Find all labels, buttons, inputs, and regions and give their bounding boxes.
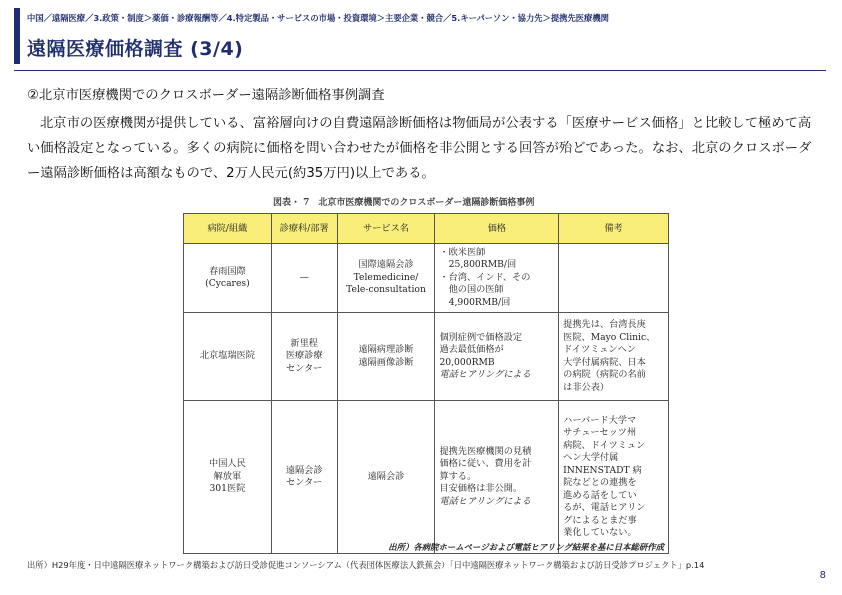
cell-department-line: — <box>299 271 309 283</box>
cell-department-line: 医療診療 <box>285 350 323 362</box>
column-header-hospital: 病院/組織 <box>184 214 272 244</box>
cell-price-line: 25,800RMB/回 <box>439 259 517 271</box>
cell-price-line: 算する。 <box>439 470 477 482</box>
cell-department-line: センター <box>285 362 323 374</box>
table-row <box>184 313 669 401</box>
column-header-department: 診療科/部署 <box>271 214 337 244</box>
table-row <box>184 244 669 313</box>
cell-price-line: ・欧米医師 <box>439 246 486 258</box>
breadcrumb: 中国／遠隔医療／3.政策・制度＞薬価・診療報酬等／4.特定製品・サービスの市場・投資環境＞主要企業・競合／5.キーパーソン・協力先＞提携先医療機関 <box>27 13 609 23</box>
cell-notes <box>559 244 669 313</box>
title-accent-bar <box>14 8 20 64</box>
cell-service-line: 国際遠隔会診 <box>358 259 414 271</box>
cell-service-line: 遠隔病理診断 <box>358 344 414 355</box>
column-header-price: 価格 <box>435 214 559 244</box>
figure-caption: 図表・ 7 北京市医療機関でのクロスボーダー遠隔診断価格事例 <box>273 198 535 208</box>
cell-hospital <box>184 313 272 401</box>
cell-notes-line: ヘン大学付属 <box>563 452 619 463</box>
cell-price-note: 電話ヒアリングによる <box>439 369 531 380</box>
cell-service <box>337 313 435 401</box>
price-table-figure <box>177 193 674 551</box>
body-paragraph: 北京市の医療機関が提供している、富裕層向けの自費遠隔診断価格は物価局が公表する「医療サービス価格」と比較して極めて高い価格設定となっている。多くの病院に価格を問い合わせたが価格を非公開とする回答が殆どであった。なお、北京のクロスボーダー遠隔診断価格は高額なもので、2万人民元(約35万円)以上である。 <box>27 116 812 181</box>
footer-source: 出所）H29年度・日中遠隔医療ネットワーク構築および訪日受診促進コンソーシアム（代表団体医療法人鉄蕉会）「日中遠隔医療ネットワーク構築および訪日受診プロジェクト」p.14 <box>27 560 705 570</box>
cell-price <box>435 401 559 554</box>
cell-department-line: センター <box>285 477 323 488</box>
cell-notes <box>559 401 669 554</box>
cell-notes-line: 進める話をしてい <box>563 489 637 501</box>
cell-notes-line: 医院、Mayo Clinic、 <box>563 331 656 343</box>
cell-hospital-line: 春雨国際 <box>209 265 246 277</box>
cell-hospital-line: 解放軍 <box>213 470 242 482</box>
cell-notes-line: の病院（病院の名前 <box>563 369 646 380</box>
column-header-service: サービス名 <box>337 214 435 244</box>
cell-notes-line: INNENSTADT 病 <box>563 464 642 476</box>
title-divider <box>14 70 826 71</box>
cell-price-line: 目安価格は非公開。 <box>439 483 523 495</box>
cell-service-line: 遠隔画像診断 <box>358 356 414 368</box>
cell-hospital-line: 北京塩瑞医院 <box>199 350 255 362</box>
cell-price-line: 提携先医療機関の見積 <box>439 445 532 457</box>
cell-department <box>271 244 337 313</box>
table-header-row <box>184 214 669 244</box>
cell-price-line: 20,000RMB <box>439 356 495 368</box>
cell-price-line: 他の国の医師 <box>439 284 504 296</box>
cell-department-line: 新里程 <box>290 337 318 349</box>
cell-notes-line: 業化していない。 <box>563 527 637 538</box>
cell-price-line: 個別症例で価格設定 <box>439 331 523 343</box>
cell-service <box>337 401 435 554</box>
cell-price-line: 価格に従い、費用を計 <box>439 458 532 470</box>
cell-notes-line: 大学付属病院、日本 <box>563 356 646 368</box>
table-row <box>184 401 669 554</box>
section-heading: ②北京市医療機関でのクロスボーダー遠隔診断価格事例調査 <box>27 88 385 103</box>
cell-service-line: 遠隔会診 <box>367 470 405 482</box>
cell-hospital <box>184 401 272 554</box>
cell-notes-line: 提携先は、台湾長庚 <box>563 319 646 330</box>
cell-price <box>435 313 559 401</box>
page-number: 8 <box>819 570 826 581</box>
cell-price-line: ・台湾、インド、その <box>439 271 531 283</box>
cell-department <box>271 401 337 554</box>
cell-hospital-line: 301医院 <box>209 483 246 495</box>
cell-notes <box>559 313 669 401</box>
cell-notes-line: グによるとまだ事 <box>563 514 637 526</box>
cell-service-line: Telemedicine/ <box>353 271 419 283</box>
cell-notes-line: るが、電話ヒアリン <box>563 502 646 513</box>
cell-service-line: Tele-consultation <box>346 284 426 296</box>
cell-service <box>337 244 435 313</box>
cell-price <box>435 244 559 313</box>
cell-hospital <box>184 244 272 313</box>
cell-notes-line: 院などとの連携を <box>563 477 637 488</box>
column-header-notes: 備考 <box>559 214 669 244</box>
cell-price-note: 電話ヒアリングによる <box>439 495 531 507</box>
price-table <box>183 213 669 554</box>
cell-notes-line: は非公表） <box>563 381 610 393</box>
page-title: 遠隔医療価格調査 (3/4) <box>27 38 244 60</box>
cell-notes-line: サチューセッツ州 <box>563 427 637 438</box>
cell-notes-line: ハーバード大学マ <box>563 414 637 426</box>
cell-notes-line: 病院、ドイツミュン <box>563 439 646 451</box>
cell-hospital-line: 中国人民 <box>209 458 246 470</box>
cell-hospital-line: (Cycares) <box>205 278 250 289</box>
cell-price-line: 過去最低価格が <box>439 344 504 355</box>
cell-notes-line: ドイツミュンヘン <box>563 344 636 355</box>
figure-source: 出所）各病院ホームページおよび電話ヒアリング結果を基に日本総研作成 <box>388 542 664 552</box>
cell-price-line: 4,900RMB/回 <box>439 296 511 308</box>
cell-department <box>271 313 337 401</box>
cell-department-line: 遠隔会診 <box>285 464 323 476</box>
